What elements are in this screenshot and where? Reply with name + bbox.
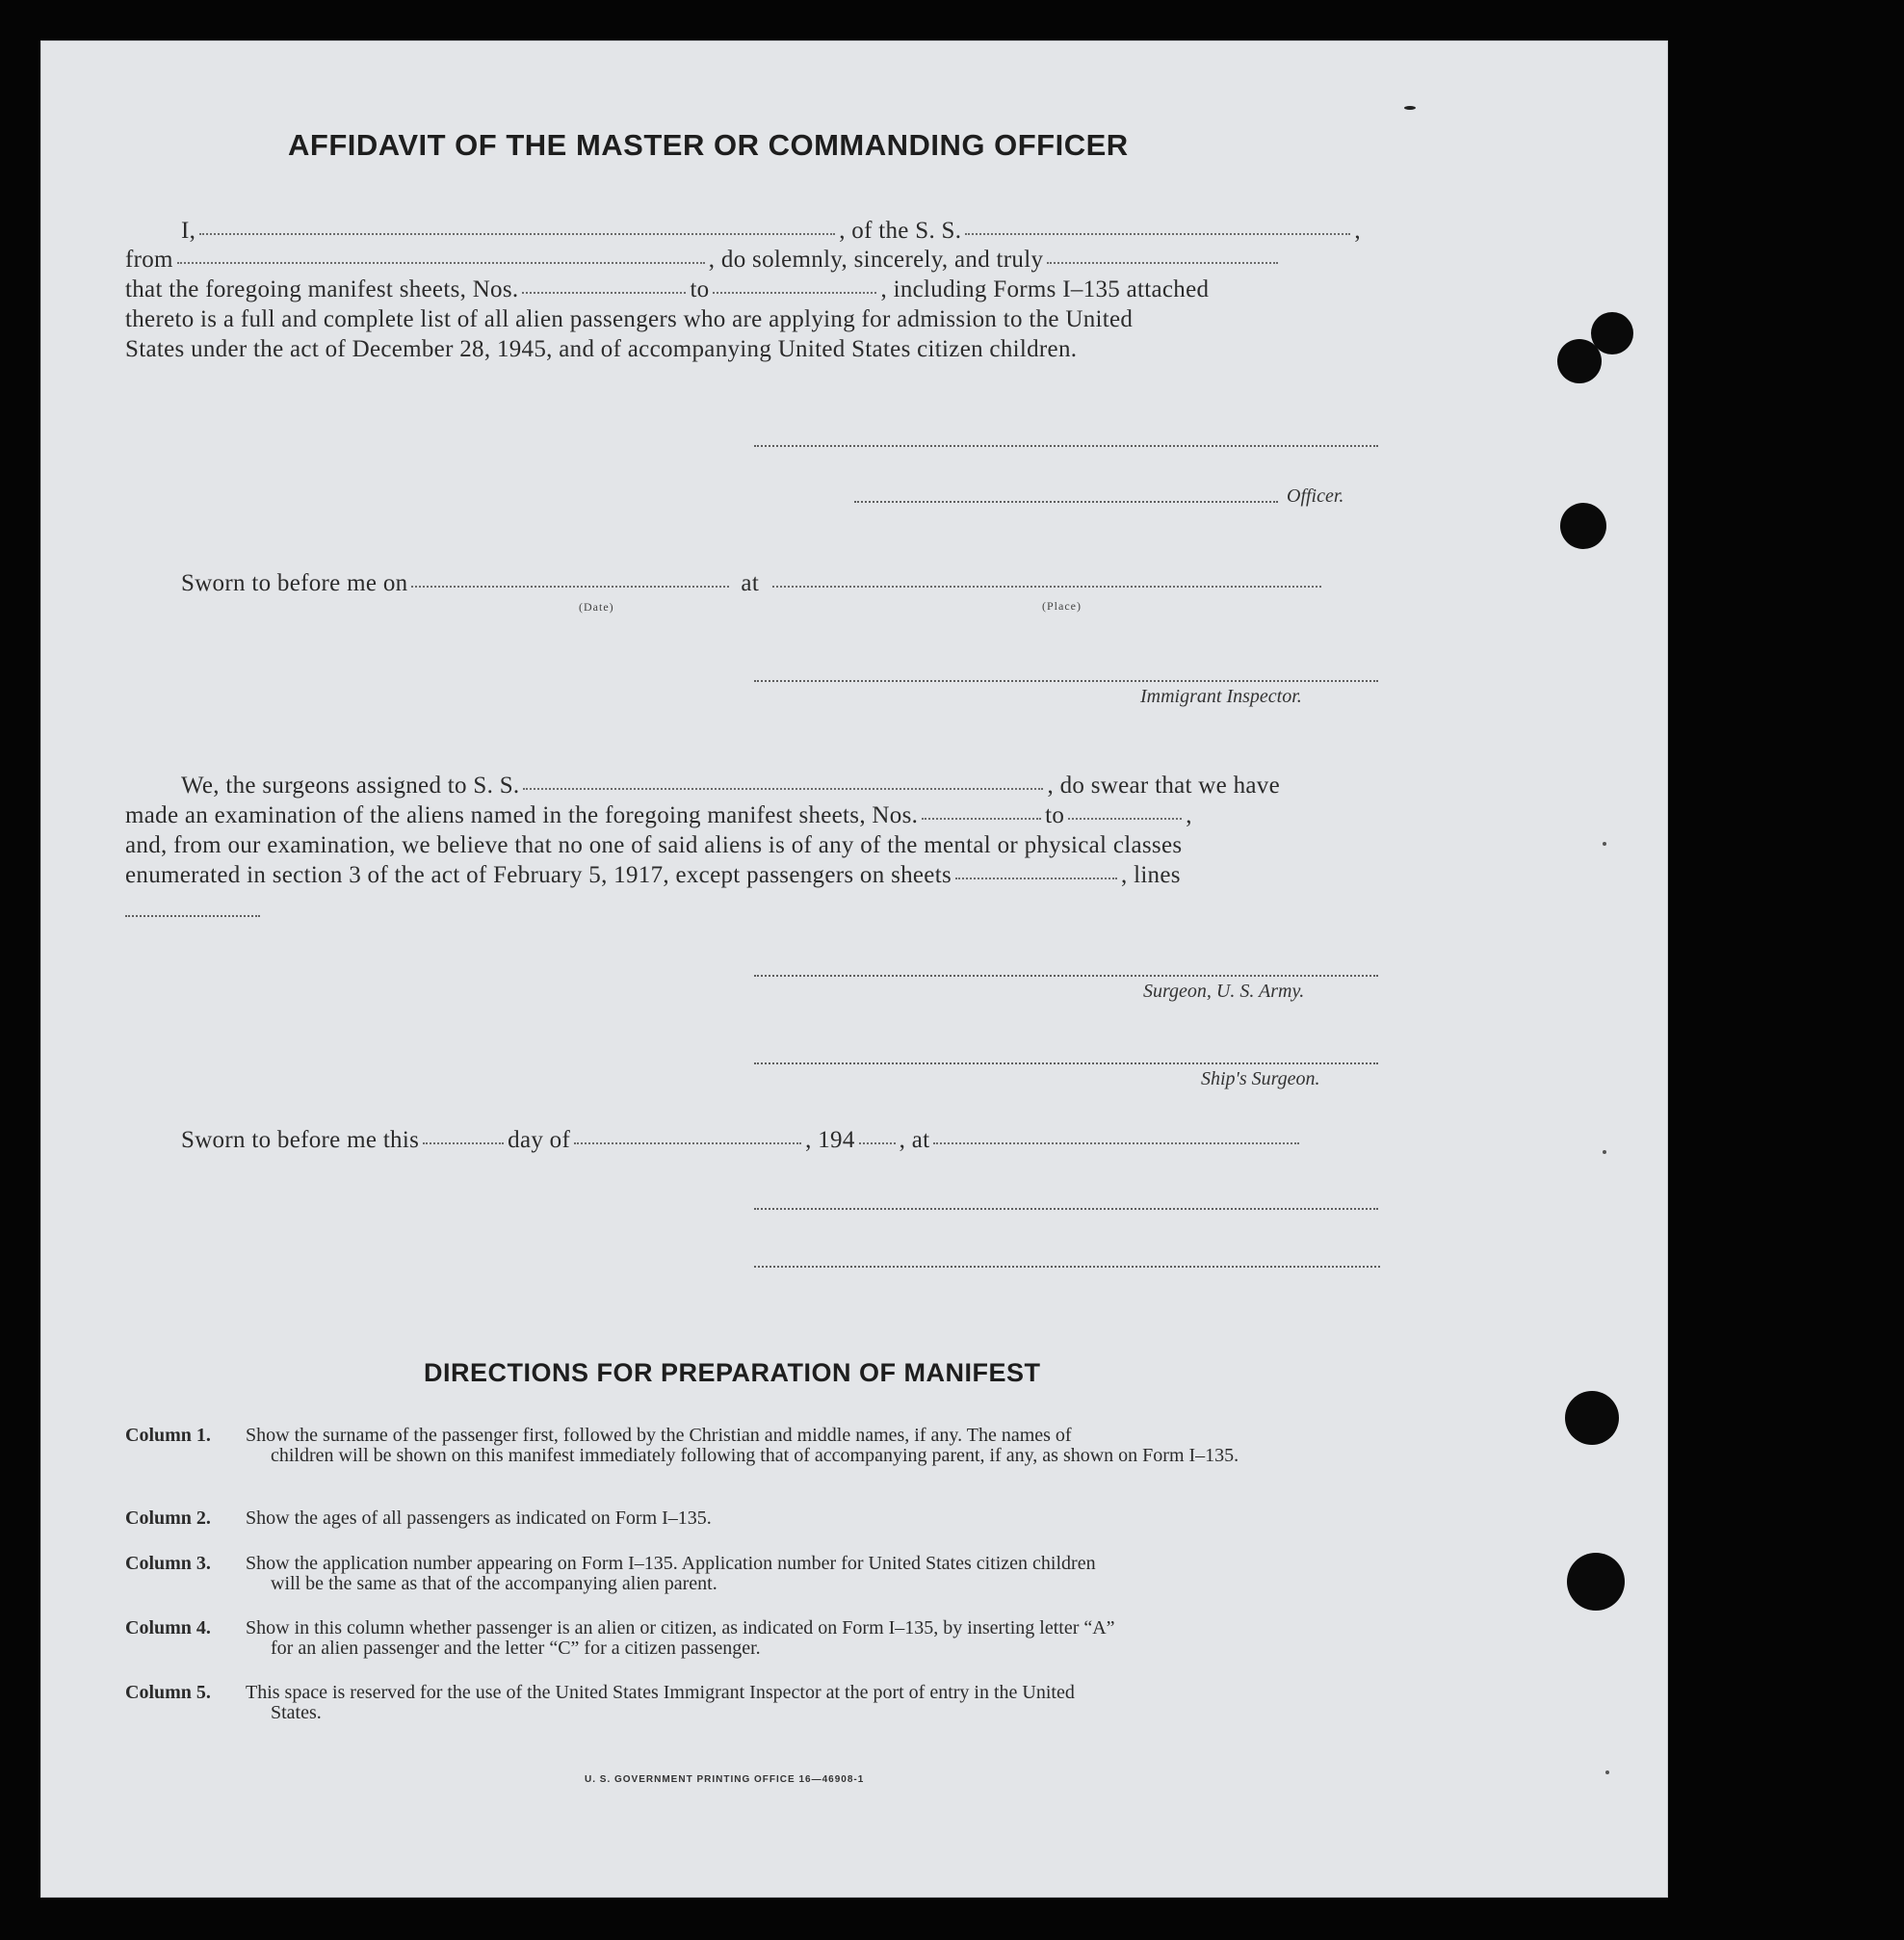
surgeons-line-4 bbox=[125, 862, 1181, 889]
inspector-label: Immigrant Inspector. bbox=[1140, 686, 1302, 707]
direction-text-cont: will be the same as that of the accompanying alien parent. bbox=[271, 1573, 717, 1594]
direction-column-4 bbox=[125, 1618, 1435, 1659]
surgeons-line-1 bbox=[181, 773, 1280, 800]
direction-text: Show the ages of all passengers as indicated on Form I–135. bbox=[246, 1507, 712, 1529]
place-caption: (Place) bbox=[1042, 599, 1082, 613]
surgeons-text: made an examination of the aliens named in the foregoing manifest sheets, Nos. bbox=[125, 802, 919, 828]
sworn-text: at bbox=[741, 570, 760, 596]
master-name-field[interactable] bbox=[199, 232, 835, 235]
direction-column-2 bbox=[125, 1508, 1435, 1529]
surgeons-line-2 bbox=[125, 802, 1192, 829]
direction-text-cont: for an alien passenger and the letter “C” for a citizen passenger. bbox=[271, 1638, 761, 1659]
direction-column-5 bbox=[125, 1683, 1435, 1723]
direction-text-cont: States. bbox=[271, 1702, 322, 1723]
official-signature-line[interactable] bbox=[754, 1208, 1378, 1210]
sworn-text: Sworn to before me on bbox=[181, 570, 408, 596]
sworn-text: , at bbox=[899, 1127, 930, 1153]
sheets-field[interactable] bbox=[955, 877, 1117, 879]
binder-hole bbox=[1567, 1553, 1625, 1611]
officer-title-line[interactable] bbox=[854, 501, 1278, 503]
binder-hole bbox=[1591, 312, 1633, 354]
direction-label: Column 2. bbox=[125, 1507, 211, 1529]
affidavit-text: to bbox=[690, 276, 710, 302]
sworn-line-1 bbox=[181, 570, 1325, 597]
sworn-place-field[interactable] bbox=[772, 585, 1321, 588]
manifest-from-field[interactable] bbox=[522, 291, 686, 294]
ink-speck bbox=[1603, 842, 1606, 846]
sworn-date-field[interactable] bbox=[411, 585, 729, 588]
direction-text-cont: children will be shown on this manifest immediately following that of accompanying parent, if any, as shown on Form I–135. bbox=[271, 1445, 1239, 1466]
direction-label: Column 4. bbox=[125, 1617, 211, 1639]
affidavit-text: that the foregoing manifest sheets, Nos. bbox=[125, 276, 519, 302]
affidavit-text: , of the S. S. bbox=[839, 218, 962, 244]
affidavit-text: I, bbox=[181, 218, 196, 244]
affidavit-text: from bbox=[125, 247, 173, 273]
affidavit-text: , including Forms I–135 attached bbox=[880, 276, 1210, 302]
surgeons-text: enumerated in section 3 of the act of February 5, 1917, except passengers on sheets bbox=[125, 862, 952, 888]
direction-label: Column 3. bbox=[125, 1553, 211, 1574]
officer-signature-line[interactable] bbox=[754, 445, 1378, 447]
sworn-line-2 bbox=[181, 1127, 1303, 1154]
sworn-day-field[interactable] bbox=[423, 1141, 504, 1144]
direction-text: Show the application number appearing on Form I–135. Application number for United States citizen children bbox=[246, 1553, 1096, 1574]
affidavit-line-1 bbox=[181, 218, 1361, 245]
surgeons-text: to bbox=[1045, 802, 1065, 828]
affidavit-text: , do solemnly, sincerely, and truly bbox=[708, 247, 1044, 273]
affidavit-text: , bbox=[1354, 218, 1361, 244]
ink-speck bbox=[1404, 106, 1416, 110]
direction-column-1 bbox=[125, 1426, 1435, 1466]
affidavit-line-3 bbox=[125, 276, 1209, 303]
ship-surgeon-signature-line[interactable] bbox=[754, 1062, 1378, 1064]
official-title-line[interactable] bbox=[754, 1266, 1380, 1268]
surgeons-line-3: and, from our examination, we believe that no one of said aliens is of any of the mental or physical classes bbox=[125, 832, 1183, 858]
directions-title: DIRECTIONS FOR PREPARATION OF MANIFEST bbox=[424, 1358, 1041, 1387]
surgeons-text: , do swear that we have bbox=[1047, 773, 1280, 799]
surgeon-ship-field[interactable] bbox=[523, 787, 1043, 790]
binder-hole bbox=[1560, 503, 1606, 549]
form-page bbox=[40, 40, 1668, 1898]
ink-speck bbox=[1603, 1150, 1606, 1154]
affidavit-title: AFFIDAVIT OF THE MASTER OR COMMANDING OFFICER bbox=[288, 128, 1129, 162]
inspector-signature-line[interactable] bbox=[754, 680, 1378, 682]
sworn-year-field[interactable] bbox=[859, 1141, 896, 1144]
affidavit-line-5: States under the act of December 28, 1945, and of accompanying United States citizen children. bbox=[125, 336, 1078, 362]
direction-text: Show the surname of the passenger first, followed by the Christian and middle names, if any. The names of bbox=[246, 1425, 1072, 1446]
direction-column-3 bbox=[125, 1554, 1435, 1594]
affidavit-line-4: thereto is a full and complete list of all alien passengers who are applying for admission to the United bbox=[125, 306, 1134, 332]
direction-label: Column 5. bbox=[125, 1682, 211, 1703]
ship-name-field[interactable] bbox=[965, 232, 1350, 235]
army-surgeon-label: Surgeon, U. S. Army. bbox=[1143, 981, 1305, 1002]
exam-from-field[interactable] bbox=[922, 817, 1041, 820]
sworn-text: , 194 bbox=[805, 1127, 855, 1153]
sworn-month-field[interactable] bbox=[574, 1141, 801, 1144]
direction-text: This space is reserved for the use of the United States Immigrant Inspector at the port of entry in the United bbox=[246, 1682, 1075, 1703]
departure-port-field[interactable] bbox=[177, 261, 705, 264]
sworn-text: Sworn to before me this bbox=[181, 1127, 420, 1153]
exam-to-field[interactable] bbox=[1068, 817, 1182, 820]
surgeons-text: , lines bbox=[1120, 862, 1181, 888]
direction-label: Column 1. bbox=[125, 1425, 211, 1446]
binder-hole bbox=[1565, 1391, 1619, 1445]
affidavit-line-2 bbox=[125, 247, 1282, 274]
officer-label: Officer. bbox=[1287, 485, 1344, 507]
lines-field[interactable] bbox=[125, 915, 260, 917]
direction-text: Show in this column whether passenger is an alien or citizen, as indicated on Form I–135, by inserting letter “A” bbox=[246, 1617, 1115, 1639]
surgeons-text: , bbox=[1186, 802, 1192, 828]
manifest-to-field[interactable] bbox=[713, 291, 876, 294]
date-caption: (Date) bbox=[579, 600, 614, 614]
ship-surgeon-label: Ship's Surgeon. bbox=[1201, 1068, 1320, 1089]
ink-speck bbox=[1605, 1770, 1609, 1774]
surgeons-text: We, the surgeons assigned to S. S. bbox=[181, 773, 520, 799]
oath-field[interactable] bbox=[1047, 261, 1278, 264]
printing-office-footer: U. S. GOVERNMENT PRINTING OFFICE 16—46908-1 bbox=[585, 1774, 865, 1785]
army-surgeon-signature-line[interactable] bbox=[754, 975, 1378, 977]
sworn-text: day of bbox=[508, 1127, 571, 1153]
sworn-place-field-2[interactable] bbox=[933, 1141, 1299, 1144]
